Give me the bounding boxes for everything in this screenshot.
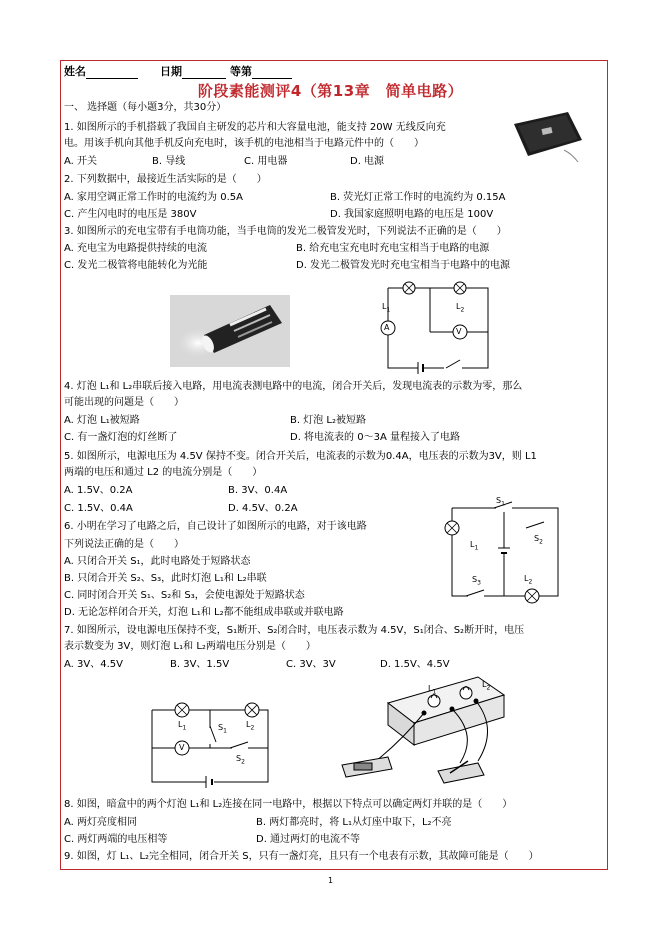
q3-option-a: A. 充电宝为电路提供持续的电流 (64, 243, 208, 254)
q6-option-d: D. 无论怎样闭合开关，灯泡 L₁和 L₂都不能组成串联或并联电路 (64, 607, 344, 618)
q4-option-b: B. 灯泡 L₂被短路 (290, 415, 366, 426)
q4-option-c: C. 有一盏灯泡的灯丝断了 (64, 432, 178, 443)
q5-stem-line1: 5. 如图所示，电源电压为 4.5V 保持不变。闭合开关后，电流表的示数为0.4A，电压表的示数为3V，则 L1 (64, 451, 537, 462)
q5-option-d: D. 4.5V、0.2A (228, 503, 298, 514)
q7-label-l2: $L_2$ (246, 720, 255, 732)
name-blank[interactable] (86, 65, 138, 79)
q6-label-l1: $L_1$ (470, 540, 479, 552)
q5-option-b: B. 3V、0.4A (228, 485, 288, 496)
q6-stem-line2: 下列说法正确的是（ ） (64, 539, 184, 550)
q4-option-d: D. 将电流表的 0～3A 量程接入了电路 (290, 432, 460, 443)
q2-option-b: B. 荧光灯正常工作时的电流约为 0.15A (330, 192, 506, 203)
q3-option-b: B. 给充电宝充电时充电宝相当于电路的电源 (296, 243, 490, 254)
q8-label-l1: $L_1$ (428, 684, 437, 696)
student-info-header (64, 63, 292, 79)
q7-option-a: A. 3V、4.5V (64, 659, 123, 670)
q6-option-b: B. 只闭合开关 S₂、S₃，此时灯泡 L₁和 L₂串联 (64, 573, 267, 584)
q8-option-b: B. 两灯都亮时，将 L₁从灯座中取下，L₂不亮 (256, 817, 452, 828)
q1-option-c: C. 用电器 (244, 156, 288, 167)
q1-stem-line1: 1. 如图所示的手机搭载了我国自主研发的芯片和大容量电池，能支持 20W 无线反向充 (64, 122, 446, 133)
q8-label-l2: $L_2$ (482, 680, 491, 692)
grade-label: 等第 (230, 65, 252, 78)
page-number: 1 (327, 876, 334, 885)
q7-label-l1: $L_1$ (178, 720, 187, 732)
name-label: 姓名 (64, 65, 86, 78)
q7-stem-line2: 表示数变为 3V，则灯泡 L₁和 L₂两端电压分别是（ ） (64, 641, 316, 652)
power-bank-flashlight-image (170, 295, 290, 367)
q6-label-s2: $S_2$ (534, 534, 543, 546)
q4-voltmeter-label: V (456, 327, 462, 336)
q6-label-s3: $S_3$ (472, 575, 481, 587)
q7-label-s1: $S_1$ (218, 723, 227, 735)
q7-stem-line1: 7. 如图所示，设电源电压保持不变，S₁断开、S₂闭合时，电压表示数为 4.5V，S₁闭合、S₂断开时，电压 (64, 625, 525, 636)
q6-option-c: C. 同时闭合开关 S₁、S₂和 S₃，会使电源处于短路状态 (64, 590, 305, 601)
q4-stem-line1: 4. 灯泡 L₁和 L₂串联后接入电路，用电流表测电路中的电流，闭合开关后，发现电流表的示数为零，那么 (64, 381, 523, 392)
page-title: 阶段素能测评4（第13章 简单电路） (197, 82, 464, 100)
q2-option-d: D. 我国家庭照明电路的电压是 100V (330, 209, 494, 220)
q1-option-d: D. 电源 (350, 156, 385, 167)
q4-label-l1: $L_1$ (382, 302, 391, 314)
q5-stem-line2: 两端的电压和通过 L2 的电流分别是（ ） (64, 467, 263, 478)
q2-stem: 2. 下列数据中，最接近生活实际的是（ ） (64, 174, 267, 185)
grade-blank[interactable] (252, 65, 292, 79)
q8-option-c: C. 两灯两端的电压相等 (64, 834, 168, 845)
q8-option-a: A. 两灯亮度相同 (64, 817, 138, 828)
q7-voltmeter-label: V (179, 743, 185, 752)
q7-option-d: D. 1.5V、4.5V (380, 659, 450, 670)
q9-stem: 9. 如图，灯 L₁、L₂完全相同，闭合开关 S，只有一盏灯亮，且只有一个电表有示数，其故障可能是（ ） (64, 851, 539, 862)
q3-stem: 3. 如图所示的充电宝带有手电筒功能，当手电筒的发光二极管发光时，下列说法不正确的是（ ） (64, 226, 507, 237)
q4-circuit-diagram (378, 280, 493, 375)
q6-stem-line1: 6. 小明在学习了电路之后，自己设计了如图所示的电路，对于该电路 (64, 521, 367, 532)
q4-stem-line2: 可能出现的问题是（ ） (64, 397, 184, 408)
q7-label-s2: $S_2$ (236, 754, 245, 766)
q2-option-c: C. 产生闪电时的电压是 380V (64, 209, 197, 220)
q1-option-b: B. 导线 (152, 156, 186, 167)
q3-option-d: D. 发光二极管发光时充电宝相当于电路中的电源 (296, 260, 511, 271)
q5-option-a: A. 1.5V、0.2A (64, 485, 133, 496)
q8-option-d: D. 通过两灯的电流不等 (256, 834, 361, 845)
q5-option-c: C. 1.5V、0.4A (64, 503, 133, 514)
q4-option-a: A. 灯泡 L₁被短路 (64, 415, 140, 426)
date-label: 日期 (160, 65, 182, 78)
q1-stem-line2: 电。用该手机向其他手机反向充电时，该手机的电池相当于电路元件中的（ ） (64, 138, 424, 149)
section-heading: 一、 选择题（每小题3分，共30分） (64, 102, 227, 113)
q6-option-a: A. 只闭合开关 S₁，此时电路处于短路状态 (64, 556, 251, 567)
q2-option-a: A. 家用空调正常工作时的电流约为 0.5A (64, 192, 243, 203)
q7-option-c: C. 3V、3V (286, 659, 336, 670)
q6-label-s1: $S_1$ (496, 496, 505, 508)
phone-image (512, 110, 584, 164)
q4-ammeter-label: A (384, 323, 390, 332)
q8-stem: 8. 如图，暗盒中的两个灯泡 L₁和 L₂连接在同一电路中，根据以下特点可以确定两灯并联的是（ ） (64, 799, 513, 810)
q4-label-l2: $L_2$ (456, 302, 465, 314)
q7-option-b: B. 3V、1.5V (170, 659, 230, 670)
q1-option-a: A. 开关 (64, 156, 98, 167)
date-blank[interactable] (182, 65, 226, 79)
q7-circuit-diagram (148, 700, 273, 792)
q6-label-l2: $L_2$ (524, 574, 533, 586)
q3-option-c: C. 发光二极管将电能转化为光能 (64, 260, 208, 271)
